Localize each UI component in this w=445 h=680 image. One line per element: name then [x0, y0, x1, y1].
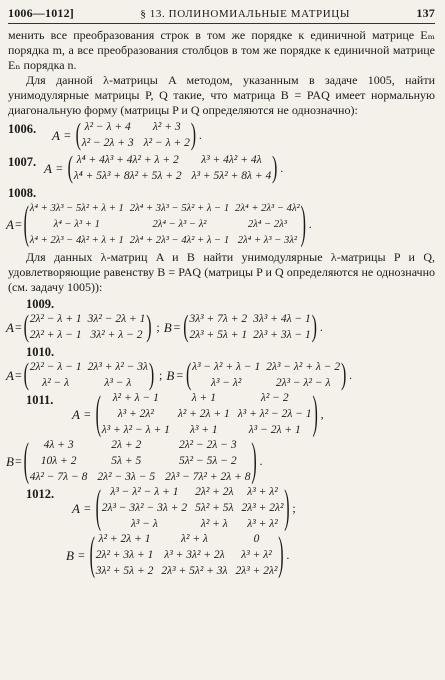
problem-1011: 1011. A = ( λ² + λ − 1 λ + 1 λ² − 2 λ³ + 2λ² λ² + 2λ + 1 λ³ + λ² − 2λ − 1 λ³ + λ² − λ + 1 λ³ + 1 λ³ − 2λ + 1 ) , B = ( 4λ + 3 2λ + 2 2λ² − 2λ − 3 10λ + 2 5λ + 5 5λ² − 5λ − 2 4λ² − 7λ − 8 2λ² − 3λ − 5 2λ³ − 7λ² + 2λ + 8 ) . [8, 391, 435, 485]
problem-number: 1009. [26, 297, 55, 311]
matrix-cell: λ³ − λ [104, 377, 132, 389]
matrix-cell: λ⁴ + 3λ³ − 5λ² + λ + 1 [29, 203, 124, 214]
matrix-cell: 2λ³ − 3λ² − 3λ + 2 [101, 502, 188, 514]
problem-number: 1008. [8, 186, 37, 200]
left-paren: ( [183, 310, 189, 344]
matrix-cell: 2λ³ − 7λ² + 2λ + 8 [165, 471, 251, 483]
left-paren: ( [23, 435, 29, 486]
matrix-cell: λ³ + 5λ² + 8λ + 4 [191, 170, 272, 182]
matrix-cell: λ⁴ + 2λ³ − 4λ² + λ + 1 [29, 235, 124, 246]
matrix-cell: 2λ³ + 2λ² [241, 502, 284, 514]
problem-number: 1006. [8, 122, 37, 136]
matrix-cell: 2λ⁴ − 2λ³ [247, 219, 287, 230]
matrix-cell: λ² + λ − 1 [112, 392, 159, 404]
matrix-cell: 10λ + 2 [40, 455, 77, 467]
matrix-symbol-a: A [6, 367, 14, 383]
matrix-cell: λ⁴ + 4λ³ + 4λ² + λ + 2 [76, 154, 179, 166]
matrix-cell: λ³ + λ² [247, 486, 278, 498]
left-paren: ( [75, 118, 81, 152]
problem-1007: 1007. A = ( λ⁴ + 4λ³ + 4λ² + λ + 2 λ³ + 4λ² + 4λ λ⁴ + 5λ³ + 8λ² + 5λ + 2 λ³ + 5λ² + 8λ + 4 ) . [8, 153, 435, 184]
matrix-cell: 5λ² − 5λ − 2 [178, 455, 237, 467]
matrix-cell: 2λ³ + 5λ² + 3λ [161, 565, 228, 577]
matrix-cell: λ³ + λ² − 2λ − 1 [237, 408, 312, 420]
matrix-b [89, 529, 285, 580]
left-paren: ( [23, 358, 29, 392]
matrix-cell: λ² − 2λ + 3 [81, 137, 134, 149]
matrix-cell: 2λ² − 2λ − 3 [178, 439, 237, 451]
task-a-paragraph: Для данной λ-матрицы A методом, указанным в задаче 1005, найти унимодулярные матрицы P, Q такие, что матрица B = PAQ имеет нормальную диагональную форму (матрицы P и Q определяются не однозначно): [8, 73, 435, 117]
right-paren: ) [148, 358, 155, 392]
matrix-cell: λ³ − λ [130, 518, 158, 530]
matrix-cell: 2λ⁴ − λ³ − λ² [152, 219, 207, 230]
problem-number: 1007. [8, 155, 37, 169]
matrix-cell: 2λ⁴ + λ³ − 3λ² [237, 235, 298, 246]
left-paren: ( [89, 529, 95, 580]
matrix-a [23, 312, 153, 343]
header-rule [8, 23, 435, 24]
matrix-a [75, 120, 197, 151]
section-title: § 13. ПОЛИНОМИАЛЬНЫЕ МАТРИЦЫ [140, 8, 351, 20]
left-paren: ( [95, 482, 101, 533]
right-paren: ) [278, 529, 284, 580]
matrix-cell: λ³ + 4λ² + 4λ [201, 154, 262, 166]
intro-paragraph: менить все преобразования строк в том же порядке к единичной матрице Eₘ порядка m, а все преобразования столбцов в том же порядке к единичной матрице Eₙ порядка n. [8, 28, 435, 72]
matrix-b [182, 312, 317, 343]
right-paren: ) [284, 482, 290, 533]
left-paren: ( [185, 358, 192, 392]
problem-number: 1011. [26, 393, 54, 407]
right-paren: ) [272, 151, 278, 185]
matrix-symbol-b: B [163, 319, 172, 335]
matrix-symbol-a: A [6, 216, 14, 232]
matrix-a [23, 198, 307, 249]
matrix-cell: λ³ + λ² [241, 549, 272, 561]
right-paren: ) [146, 310, 152, 344]
matrix-cell: λ² − λ + 4 [84, 121, 131, 133]
page-range: 1006—1012] [8, 6, 74, 20]
matrix-cell: 3λ² + λ − 2 [90, 329, 143, 341]
left-paren: ( [67, 151, 73, 185]
problem-1006: 1006. A = ( λ² − λ + 4 λ² + 3 λ² − 2λ + 3 λ² − λ + 2 ) . [8, 120, 435, 151]
matrix-cell: 2λ² + 3λ + 1 [95, 549, 154, 561]
matrix-cell: λ² − λ + 2 [143, 137, 190, 149]
matrix-cell: 2λ³ + 5λ + 1 [189, 329, 248, 341]
running-header [8, 6, 435, 21]
left-paren: ( [23, 310, 29, 344]
matrix-cell: 4λ² − 7λ − 8 [29, 471, 88, 483]
matrix-cell: 2λ³ − λ² + λ − 2 [266, 361, 341, 373]
matrix-cell: 4λ + 3 [43, 439, 74, 451]
matrix-cell: λ² + 3 [152, 121, 181, 133]
problem-1009: 1009. A = ( 2λ² − λ + 1 3λ² − 2λ + 1 2λ² + λ − 1 3λ² + λ − 2 ) ; B = ( 3λ³ + 7λ + 2 3λ³ + 4λ − 1 2λ³ + 5λ + 1 2λ³ + 3λ − 1 ) . [8, 297, 435, 343]
matrix-cell: λ² − λ [42, 377, 70, 389]
matrix-cell: 2λ² + 2λ [195, 486, 234, 498]
matrix-cell: λ⁴ + 5λ³ + 8λ² + 5λ + 2 [73, 170, 182, 182]
problem-number: 1010. [26, 345, 55, 359]
matrix-cell: 3λ² − 2λ + 1 [87, 313, 146, 325]
matrix-cell: λ³ − λ² − λ + 1 [110, 486, 179, 498]
matrix-symbol-a: A [72, 406, 80, 422]
right-paren: ) [300, 198, 306, 249]
matrix-cell: 5λ + 5 [111, 455, 142, 467]
matrix-symbol-a: A [52, 127, 60, 143]
matrix-cell: λ² + λ [200, 518, 228, 530]
matrix-symbol-a: A [44, 160, 52, 176]
matrix-cell: λ³ − 2λ + 1 [248, 424, 301, 436]
matrix-cell: λ³ + 2λ² [117, 408, 154, 420]
problem-1012: 1012. A = ( λ³ − λ² − λ + 1 2λ² + 2λ λ³ + λ² 2λ³ − 3λ² − 3λ + 2 5λ² + 5λ 2λ³ + 2λ² λ³ − λ λ² + λ λ³ + λ² ) ; B = ( λ² + 2λ + 1 λ² + λ 0 2λ² + 3λ + 1 λ³ + 3λ² + 2λ λ³ + λ² 3λ² + 5λ + 2 2λ³ + 5λ² + 3λ 2λ³ + 2λ² ) . [8, 485, 435, 579]
matrix-symbol-a: A [6, 319, 14, 335]
matrix-cell: 2λ³ + 2λ² [235, 565, 278, 577]
matrix-cell: 3λ³ + 4λ − 1 [253, 313, 311, 325]
right-paren: ) [190, 118, 197, 152]
matrix-cell: 3λ² + 5λ + 2 [95, 565, 154, 577]
matrix-b [185, 360, 347, 391]
matrix-cell: 3λ³ + 7λ + 2 [189, 313, 248, 325]
matrix-cell: 0 [253, 533, 260, 545]
matrix-symbol-b: B [66, 547, 74, 563]
matrix-cell: 5λ² + 5λ [195, 502, 234, 514]
matrix-cell: 2λ² − λ − 1 [29, 361, 82, 373]
problem-1010: 1010. A = ( 2λ² − λ − 1 2λ³ + λ² − 3λ λ² − λ λ³ − λ ) ; B = ( λ³ − λ² + λ − 1 2λ³ − λ² + λ − 2 λ³ − λ² 2λ³ − λ² − λ ) . [8, 345, 435, 391]
matrix-cell: λ³ + 1 [189, 424, 218, 436]
matrix-cell: 2λ⁴ + 3λ³ − 5λ² + λ − 1 [129, 203, 230, 214]
matrix-a [23, 360, 155, 391]
matrix-cell: λ² − 2 [260, 392, 289, 404]
right-paren: ) [312, 388, 318, 439]
matrix-cell: λ³ + λ² [247, 518, 278, 530]
page-number: 137 [416, 6, 435, 20]
problem-1008: 1008. A = ( λ⁴ + 3λ³ − 5λ² + λ + 1 2λ⁴ + 3λ³ − 5λ² + λ − 1 2λ⁴ + 2λ³ − 4λ² λ⁴ − λ³ + 1 2λ⁴ − λ³ − λ² 2λ⁴ − 2λ³ λ⁴ + 2λ³ − 4λ² + λ + 1 2λ⁴ + 2λ³ − 4λ² + λ − 1 2λ⁴ + λ³ − 3λ² ) . [8, 186, 435, 248]
matrix-symbol-b: B [6, 453, 14, 469]
matrix-b [23, 435, 258, 486]
matrix-cell: 2λ³ − λ² − λ [275, 377, 331, 389]
left-paren: ( [23, 198, 29, 249]
matrix-cell: 2λ² − λ + 1 [29, 313, 82, 325]
matrix-cell: 2λ² + λ − 1 [29, 329, 82, 341]
matrix-cell: λ² + 2λ + 1 [177, 408, 230, 420]
matrix-a [67, 153, 278, 184]
matrix-cell: λ² + λ [181, 533, 208, 545]
task-b-paragraph: Для данных λ-матриц A и B найти унимодулярные λ-матрицы P и Q, удовлетворяющие равенству B = PAQ (матрицы P и Q определяются не однозначно (см. задачу 1005)): [8, 250, 435, 294]
problem-number: 1012. [26, 487, 55, 501]
matrix-cell: λ³ + λ² − λ + 1 [101, 424, 170, 436]
matrix-cell: 2λ⁴ + 2λ³ − 4λ² [235, 203, 300, 214]
matrix-cell: 2λ + 2 [111, 439, 142, 451]
matrix-cell: 2λ³ + 3λ − 1 [253, 329, 311, 341]
matrix-cell: λ³ + 3λ² + 2λ [164, 549, 225, 561]
matrix-cell: 2λ⁴ + 2λ³ − 4λ² + λ − 1 [129, 235, 230, 246]
matrix-symbol-a: A [72, 500, 80, 516]
left-paren: ( [95, 388, 101, 439]
matrix-a [95, 388, 319, 439]
matrix-cell: λ⁴ − λ³ + 1 [53, 219, 100, 230]
matrix-cell: 2λ³ + λ² − 3λ [87, 361, 149, 373]
right-paren: ) [340, 358, 347, 392]
matrix-a [95, 482, 291, 533]
matrix-cell: λ³ − λ² + λ − 1 [192, 361, 261, 373]
matrix-cell: 2λ² − 3λ − 5 [97, 471, 156, 483]
matrix-cell: λ + 1 [191, 392, 216, 404]
matrix-cell: λ³ − λ² [210, 377, 242, 389]
matrix-symbol-b: B [166, 367, 175, 383]
right-paren: ) [251, 435, 257, 486]
matrix-cell: λ² + 2λ + 1 [98, 533, 151, 545]
right-paren: ) [311, 310, 317, 344]
